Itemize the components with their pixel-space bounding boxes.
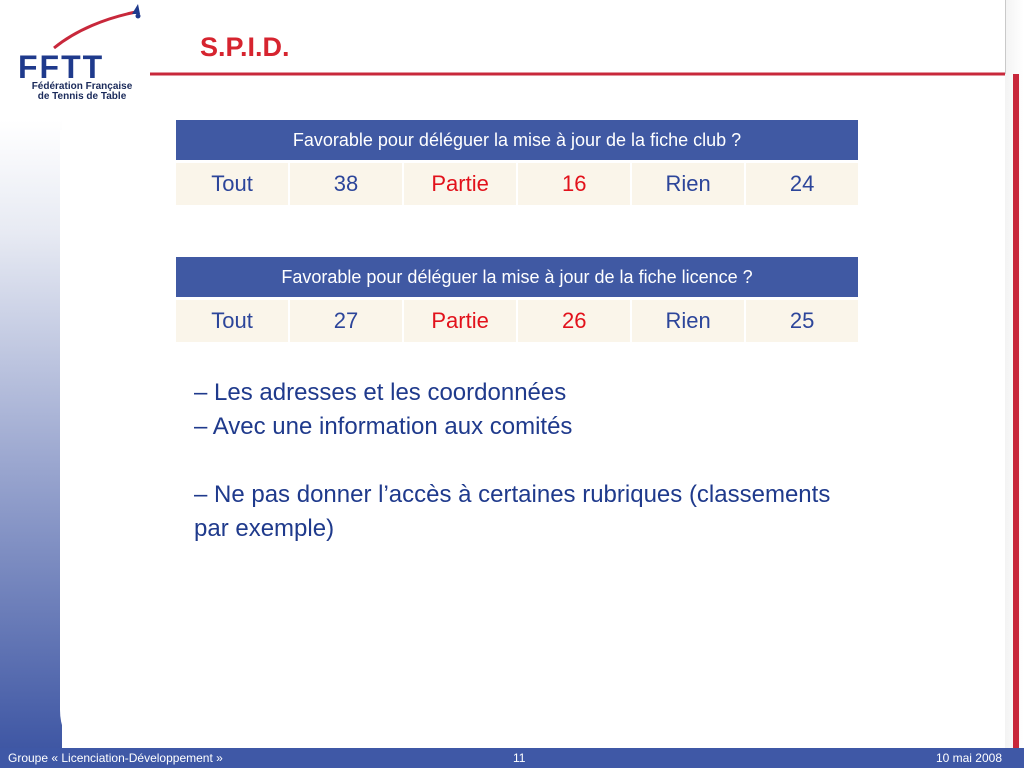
right-border-line — [1005, 0, 1006, 74]
svg-text:FFTT: FFTT — [18, 49, 105, 85]
table-header-row — [176, 257, 858, 297]
logo-caption-line2: de Tennis de Table — [37, 91, 127, 102]
footer-page-number: 11 — [513, 751, 526, 765]
table-cell: Partie — [403, 300, 518, 342]
table-header: Favorable pour déléguer la mise à jour de la fiche club ? — [292, 129, 742, 150]
slide-title: S.P.I.D. — [200, 32, 290, 62]
footer-group-label: Groupe « Licenciation-Développement » — [8, 751, 223, 765]
club-table — [176, 120, 858, 205]
bullet-item: – Avec une information aux comités — [194, 413, 573, 440]
logo-caption-line1: Fédération Française — [31, 81, 133, 92]
table-cell: 26 — [517, 300, 631, 342]
left-gradient-band — [0, 120, 62, 748]
table-cell: Partie — [403, 163, 518, 205]
table-header-row — [176, 120, 858, 160]
bullet-list — [194, 376, 834, 546]
bullet-item: – Ne pas donner l’accès à certaines rubriques (classements par exemple) — [194, 481, 831, 542]
table-cell: 25 — [789, 308, 815, 333]
table-cell: Rien — [631, 300, 745, 342]
table-cell: Tout — [176, 163, 289, 205]
table-cell: Rien — [631, 163, 745, 205]
table-cell: 16 — [517, 163, 631, 205]
logo-caption — [20, 82, 144, 102]
licence-table — [176, 257, 858, 342]
footer-date: 10 mai 2008 — [935, 751, 1002, 765]
footer-bar — [0, 748, 1024, 768]
table-cell: Tout — [176, 300, 289, 342]
right-red-line — [1013, 74, 1019, 748]
table-row — [176, 300, 858, 342]
table-cell: 38 — [289, 163, 403, 205]
table-header: Favorable pour déléguer la mise à jour de la fiche licence ? — [281, 266, 753, 287]
table-cell: 27 — [289, 300, 403, 342]
table-row — [176, 163, 858, 205]
table-cell: 24 — [789, 171, 815, 196]
bullet-item: – Les adresses et les coordonnées — [194, 379, 567, 406]
